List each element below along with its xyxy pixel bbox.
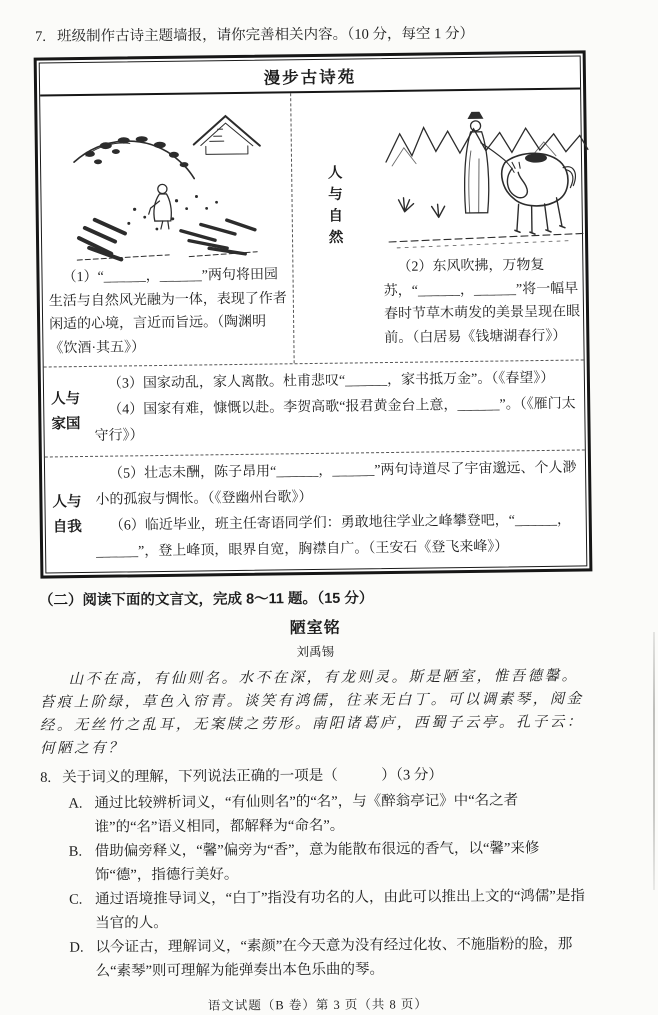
question-7-text: 班级制作古诗主题墙报，请你完善相关内容。（10 分，每空 1 分） <box>57 25 475 45</box>
theme-label-nature-column <box>290 92 379 363</box>
pastoral-garden-sketch-icon <box>67 104 265 265</box>
poster-item-3: （3）国家动乱，家人离散。杜甫悲叹“______，家书抵万金”。（《春望》） <box>107 370 555 392</box>
option-a <box>68 788 592 840</box>
poster-cell-item2 <box>375 89 599 362</box>
option-d-text: 以今证古，理解词义，“素颜”在今天意为没有经过化妆、不施脂粉的脸，那么“素琴”则可理解为能弹奏出本色乐曲的琴。 <box>95 936 573 980</box>
question-8-stem: 8. 关于词义的理解，下列说法正确的一项是（ ）（3 分） <box>40 763 592 790</box>
page-footer: 语文试题（B 卷）第 3 页（共 8 页） <box>207 997 428 1013</box>
option-a-label: A. <box>68 795 83 812</box>
poster-item-6: （6）临近毕业，班主任寄语同学们：勇敢地往学业之峰攀登吧，“______，______”，登上峰顶，眼界自宽，胸襟自广。（王安石《登飞来峰》） <box>96 512 572 560</box>
horse-scene-illustration <box>381 93 591 256</box>
option-b <box>69 836 593 888</box>
poster-row-country <box>44 359 585 456</box>
option-d <box>69 932 593 984</box>
question-7-stem <box>35 22 587 49</box>
poster-title: 漫步古诗苑 <box>40 56 580 96</box>
poster-item-2: （2）东风吹拂，万物复苏，“______，______”将一幅早春时节草木萌发的美景呈现在眼前。（白居易《钱塘湖春行》） <box>383 257 581 346</box>
option-a-text: 通过比较辨析词义，“有仙则名”的“名”，与《醉翁亭记》中“名之者谁”的“名”语义相同，都解释为“命名”。 <box>94 792 519 836</box>
traveler-with-horse-sketch-icon <box>381 97 591 252</box>
poster-row-nature <box>40 89 583 366</box>
poster-table <box>34 50 593 578</box>
option-c-label: C. <box>69 891 83 908</box>
poster-row-self <box>45 449 586 572</box>
poster-cell-item1 <box>40 93 294 366</box>
theme-label-nature: 人与自然 <box>325 164 343 251</box>
option-c <box>69 884 593 936</box>
exam-page <box>35 22 594 1015</box>
essay-author: 刘禹锡 <box>296 644 335 660</box>
option-b-label: B. <box>68 843 83 860</box>
poster-item-4: （4）国家有难，慷慨以赴。李贺高歌“报君黄金台上意，______”。（《雁门太守行》） <box>94 396 576 444</box>
pastoral-scene-illustration <box>46 97 286 266</box>
question-7-number: 7. <box>35 28 47 45</box>
theme-label-self: 人与自我 <box>52 493 82 535</box>
option-d-label: D. <box>69 939 84 956</box>
section-2-heading: （二）阅读下面的文言文，完成 8～11 题。（15 分） <box>38 590 374 609</box>
poster-item-1: （1）“______，______”两句将田园生活与自然风光融为一体，表现了作者闲适的心境，言近而旨远。（陶渊明《饮酒·其五》） <box>48 267 287 356</box>
option-b-text: 借助偏旁释义，“馨”偏旁为“香”，意为能散布很远的香气，以“馨”来修饰“德”，指德行美好。 <box>94 840 540 884</box>
theme-label-country: 人与家国 <box>51 390 81 432</box>
question-8-number: 8. <box>40 769 52 786</box>
essay-body: 山不在高，有仙则名。水不在深，有龙则灵。斯是陋室，惟吾德馨。苔痕上阶绿，草色入帘青。谈笑有鸿儒，往来无白丁。可以调素琴，阅金经。无丝竹之乱耳，无案牍之劳形。南阳诸葛庐，西蜀子云亭。孔子云：何陋之有？ <box>39 668 584 757</box>
poster-item-5: （5）壮志未酬，陈子昂用“______，______”两句诗道尽了宇宙邈远、个人渺小的孤寂与惆怅。（《登幽州台歌》） <box>95 460 577 508</box>
option-c-text: 通过语境推导词义，“白丁”指没有功名的人，由此可以推出上文的“鸿儒”是指当官的人。 <box>95 888 585 932</box>
scan-edge-artifact <box>653 632 655 890</box>
essay-title: 陋室铭 <box>289 619 341 638</box>
question-8-options <box>40 788 593 984</box>
